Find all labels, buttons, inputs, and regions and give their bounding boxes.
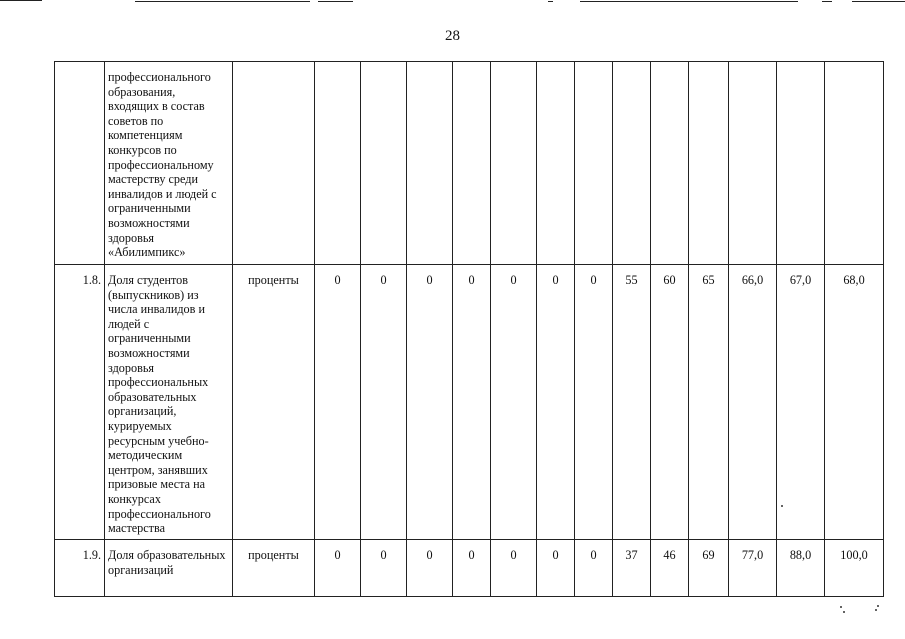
table-row — [55, 265, 884, 540]
value-cell: 46 — [651, 540, 689, 597]
scan-speck — [781, 505, 783, 507]
value-cell: 55 — [613, 265, 651, 540]
row-number: 1.9. — [55, 540, 105, 597]
value-cell — [729, 62, 777, 265]
value-cell: 0 — [453, 540, 491, 597]
value-cell: 65 — [689, 265, 729, 540]
unit-cell — [233, 62, 315, 265]
scan-top-line — [548, 1, 553, 2]
value-cell: 67,0 — [777, 265, 825, 540]
indicator-description: профессионального образования, входящих в состав советов по компетенциям конкурсов по профессиональному мастерству среди инвалидов и людей с ограниченными возможностями здоровья «Абилимпикс» — [105, 62, 233, 265]
value-cell: 77,0 — [729, 540, 777, 597]
value-cell: 66,0 — [729, 265, 777, 540]
scan-top-line — [852, 1, 905, 2]
scan-speck — [840, 606, 842, 608]
value-cell: 69 — [689, 540, 729, 597]
value-cell — [825, 62, 884, 265]
value-cell — [689, 62, 729, 265]
value-cell — [777, 62, 825, 265]
value-cell — [575, 62, 613, 265]
value-cell — [407, 62, 453, 265]
scan-top-line — [318, 1, 353, 2]
scan-top-line — [0, 0, 42, 1]
scan-speck — [843, 611, 845, 613]
value-cell: 0 — [315, 265, 361, 540]
value-cell: 0 — [361, 540, 407, 597]
page-number: 28 — [445, 28, 460, 44]
value-cell — [453, 62, 491, 265]
value-cell — [315, 62, 361, 265]
scan-speck — [875, 609, 877, 611]
unit-cell: проценты — [233, 540, 315, 597]
value-cell: 0 — [491, 540, 537, 597]
scan-top-line — [135, 1, 310, 2]
table-row — [55, 540, 884, 597]
value-cell: 88,0 — [777, 540, 825, 597]
value-cell: 0 — [407, 540, 453, 597]
value-cell: 0 — [575, 265, 613, 540]
scan-top-line — [580, 1, 798, 2]
indicator-description: Доля образовательных организаций — [105, 540, 233, 597]
value-cell: 0 — [315, 540, 361, 597]
value-cell: 60 — [651, 265, 689, 540]
row-number: 1.8. — [55, 265, 105, 540]
value-cell: 0 — [537, 540, 575, 597]
scan-speck — [877, 605, 879, 607]
value-cell: 0 — [575, 540, 613, 597]
value-cell: 0 — [491, 265, 537, 540]
unit-cell: проценты — [233, 265, 315, 540]
row-number — [55, 62, 105, 265]
scan-top-line — [822, 1, 832, 2]
indicator-description: Доля студентов (выпускников) из числа инвалидов и людей с ограниченными возможностями здоровья профессиональных образовательных организаций, курируемых ресурсным учебно-методическим центром, занявших призовые места на конкурсах профессионального мастерства — [105, 265, 233, 540]
value-cell: 37 — [613, 540, 651, 597]
indicator-table — [54, 61, 884, 597]
value-cell — [613, 62, 651, 265]
value-cell — [651, 62, 689, 265]
value-cell — [537, 62, 575, 265]
table-row — [55, 62, 884, 265]
value-cell — [361, 62, 407, 265]
value-cell: 0 — [537, 265, 575, 540]
value-cell — [491, 62, 537, 265]
value-cell: 0 — [361, 265, 407, 540]
value-cell: 68,0 — [825, 265, 884, 540]
value-cell: 0 — [453, 265, 491, 540]
value-cell: 100,0 — [825, 540, 884, 597]
value-cell: 0 — [407, 265, 453, 540]
